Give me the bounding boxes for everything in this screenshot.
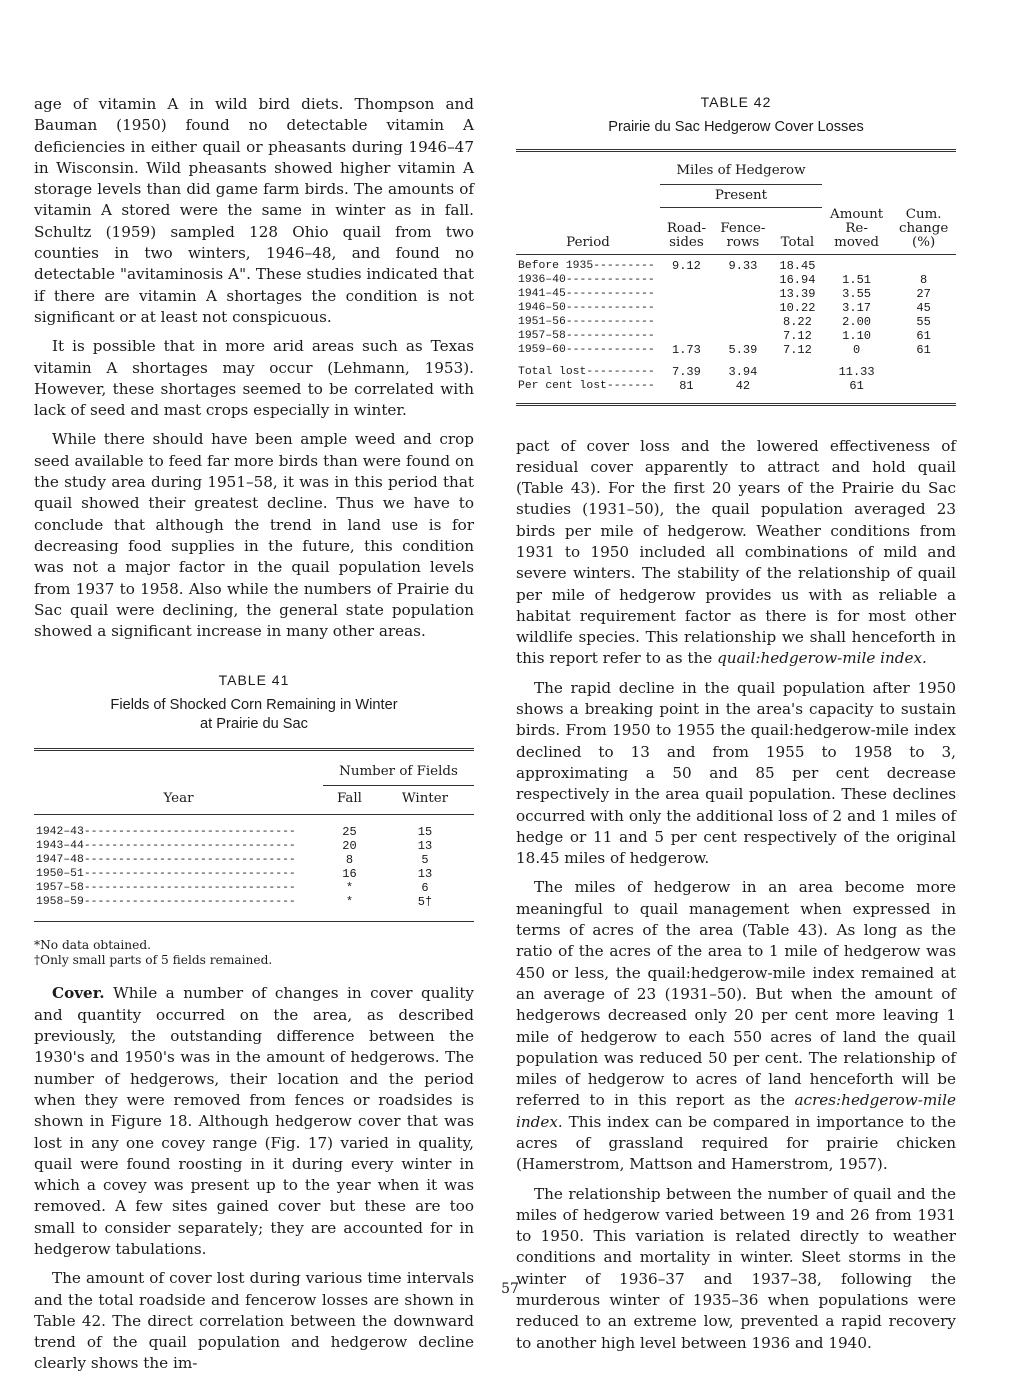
table-41-number: TABLE 41	[218, 672, 290, 689]
table-41-row	[34, 881, 474, 895]
table-41-year-cell: 1947–48-------------------------------	[36, 854, 296, 867]
table-42-fence-cell	[713, 287, 773, 301]
table-41-winter-cell: 5	[421, 853, 429, 868]
table-41-year-cell: 1950–51-------------------------------	[36, 868, 296, 881]
table-42-total-cell: 7.12	[783, 342, 812, 357]
table-41	[34, 672, 474, 967]
table-42-row	[516, 287, 956, 301]
cover-run-in-heading: Cover.	[52, 984, 105, 1003]
table-42-title: Prairie du Sac Hedgerow Cover Losses	[608, 119, 864, 135]
table-42-fence-cell: 5.39	[728, 342, 758, 357]
table-42-total-cell	[773, 365, 822, 379]
table-42-total-cell: 10.22	[779, 300, 816, 315]
table-42-period-cell: Per cent lost-------	[518, 379, 655, 392]
table-41-fall-cell: 20	[342, 839, 357, 854]
table-42-removed-cell: 1.51	[842, 272, 871, 287]
table-42-period-cell: 1959–60-------------	[518, 343, 655, 356]
acres-hedgerow-mile-index-term: acres:hedgerow-mile index.	[516, 1091, 956, 1131]
table-42-cum-cell	[891, 365, 956, 379]
table-42-cum-cell: 61	[916, 342, 931, 357]
table-41-winter-cell: 15	[417, 825, 433, 840]
table-42-col-amount-removed: Amount Re- moved	[822, 208, 891, 255]
table-42-col-period: Period	[516, 208, 660, 255]
table-42-total-cell: 13.39	[779, 286, 816, 301]
table-42-cum-cell: 45	[916, 300, 931, 315]
table-41-row	[34, 815, 474, 840]
table-41-col-fall: Fall	[323, 786, 376, 815]
table-41-row	[34, 867, 474, 881]
table-42-row	[516, 343, 956, 357]
table-42-removed-cell	[822, 254, 891, 273]
table-42-col-fencerows: Fence- rows	[713, 208, 773, 255]
table-41-notes	[34, 938, 474, 967]
table-41-note-2: †Only small parts of 5 fields remained.	[34, 952, 273, 967]
table-42-fence-cell	[713, 315, 773, 329]
table-42-percent-row	[516, 379, 956, 393]
acres-text-tail: This index can be compared in importance to the acres of grassland required for prairie chicken (Hamerstrom, Mattson and Hamerstrom, 1957).	[516, 1112, 956, 1174]
table-41-col-year: Year	[34, 786, 323, 815]
table-42-road-cell	[660, 329, 713, 343]
table-41-fall-cell: *	[345, 895, 354, 910]
table-42-road-cell: 1.73	[672, 342, 701, 357]
table-42-total-cell: 16.94	[779, 272, 816, 287]
table-42-period-cell: 1946–50-------------	[518, 301, 655, 314]
table-42-col-cum-change: Cum. change (%)	[891, 208, 956, 255]
table-42-total-cell: 7.12	[783, 328, 812, 343]
table-42-cum-cell	[891, 254, 956, 273]
table-42-period-cell: 1951–56-------------	[518, 315, 655, 328]
table-42-total-row	[516, 365, 956, 379]
paragraph-vitamin-a-studies: age of vitamin A in wild bird diets. Thompson and Bauman (1950) found no detectable vitamin A deficiencies in either quail or pheasants during 1946–47 in Wisconsin. Wild pheasants showed higher vitamin A storage levels than did game farm birds. The amounts of vitamin A stored were the same in winter as in fall. Schultz (1959) sampled 128 Ohio quail from two counties in two winters, 1946–48, and found no detectable "avitaminosis A". These studies indicated that if there are vitamin A shortages the condition is not significant or at least not conspicuous.	[34, 95, 474, 326]
cover-text: While a number of changes in cover quality and quantity occurred on the area, as described previously, the outstanding difference between the 1930's and 1950's was in the amount of hedgerows. The number of hedgerows, their location and the period when they were removed from fences or roadsides is shown in Figure 18. Although hedgerow cover that was lost in any one covey range (Fig. 17) varied in quality, quail were found roosting in it during every winter in which a covey was present up to the year when it was removed. A few sites gained cover but these are too small to consider separately; they are accounted for in hedgerow tabulations.	[34, 984, 474, 1258]
table-42-road-cell	[660, 315, 713, 329]
paragraph-food-supplies: While there should have been ample weed and crop seed available to feed far more birds than were found on the study area during 1951–58, it was in this period that quail showed their greatest decline. Thus we have to conclude that although the trend in land use is for decreasing food supplies in the future, this condition was not a major factor in the quail population levels from 1937 to 1958. Also while the numbers of Prairie du Sac quail were declining, the general state population showed a significant increase in many other areas.	[34, 430, 474, 641]
table-41-winter-cell: 5†	[417, 895, 433, 910]
table-42-cum-cell	[891, 379, 956, 393]
table-41-row	[34, 839, 474, 853]
table-41-year-cell: 1943–44-------------------------------	[36, 840, 296, 853]
table-42-removed-cell: 61	[849, 378, 864, 393]
table-42	[516, 94, 956, 406]
table-41-group-header: Number of Fields	[323, 750, 474, 786]
table-42-cum-cell: 55	[916, 314, 931, 329]
left-column	[34, 94, 474, 1383]
table-41-note-1: *No data obtained.	[34, 938, 152, 953]
table-41-year-cell: 1958–59-------------------------------	[36, 896, 296, 909]
table-42-period-cell: 1936–40-------------	[518, 273, 655, 286]
table-42-total-cell	[773, 379, 822, 393]
table-41-col-winter: Winter	[376, 786, 474, 815]
table-42-road-cell: 81	[679, 378, 694, 393]
table-42-col-total: Total	[773, 208, 822, 255]
table-42-fence-cell: 9.33	[728, 258, 758, 273]
table-42-fence-cell	[713, 301, 773, 315]
table-42-period-cell: 1957–58-------------	[518, 329, 655, 342]
table-42-row	[516, 254, 956, 273]
table-41-title-line1: Fields of Shocked Corn Remaining in Winter	[110, 697, 398, 714]
table-42-cum-cell: 8	[920, 272, 928, 287]
table-42-group-header: Miles of Hedgerow	[660, 151, 822, 185]
paragraph-impact-cover-loss	[516, 436, 956, 670]
table-41-fall-cell: 16	[342, 867, 357, 882]
paragraph-quail-miles-relationship: The relationship between the number of quail and the miles of hedgerow varied between 19 and 26 from 1931 to 1950. This variation is related directly to weather conditions and mortality in winter. Sleet storms in the winter of 1936–37 and 1937–38, following the murderous winter of 1935–36 when populations were reduced to an extreme low, prevented a rapid recovery to another high level between 1936 and 1940.	[516, 1184, 956, 1352]
table-42-period-cell: Total lost----------	[518, 365, 655, 378]
paragraph-cover	[34, 983, 474, 1260]
table-42-removed-cell: 2.00	[842, 314, 871, 329]
table-41-winter-cell: 13	[417, 867, 433, 882]
table-42-removed-cell: 3.55	[842, 286, 871, 301]
table-41-title-line2: at Prairie du Sac	[200, 716, 308, 733]
table-41-winter-cell: 13	[417, 839, 433, 854]
table-42-fence-cell	[713, 273, 773, 287]
table-42-removed-cell: 3.17	[842, 300, 871, 315]
table-41-year-cell: 1957–58-------------------------------	[36, 882, 296, 895]
table-42-road-cell	[660, 287, 713, 301]
table-42-period-cell: 1941–45-------------	[518, 287, 655, 300]
table-42-fence-cell: 3.94	[728, 364, 758, 379]
table-42-road-cell	[660, 301, 713, 315]
table-42-fence-cell	[713, 329, 773, 343]
right-column	[516, 94, 956, 1362]
table-42-total-cell: 8.22	[783, 314, 812, 329]
table-42-number: TABLE 42	[700, 94, 772, 110]
table-41-row	[34, 853, 474, 867]
table-41-fall-cell: *	[345, 881, 354, 896]
impact-text: pact of cover loss and the lowered effectiveness of residual cover apparently to attract and hold quail (Table 43). For the first 20 years of the Prairie du Sac studies (1931–50), the quail population averaged 23 birds per mile of hedgerow. Weather conditions from 1931 to 1950 included all combinations of mild and severe winters. The stability of the relationship of quail per mile of hedgerow provides us with as reliable a habitat requirement factor as there is for most other wildlife species. This relationship we shall henceforth in this report refer to as the	[516, 436, 956, 668]
paragraph-acres-hedgerow	[516, 877, 956, 1175]
table-41-fall-cell: 8	[345, 853, 354, 868]
table-41-row	[34, 895, 474, 909]
table-42-road-cell: 7.39	[672, 364, 701, 379]
table-42-grid	[516, 149, 956, 406]
paragraph-arid-areas: It is possible that in more arid areas such as Texas vitamin A shortages may occur (Lehmann, 1953). However, these shortages seemed to be correlated with lack of seed and mast crops especially in winter.	[34, 337, 474, 420]
table-42-removed-cell: 0	[852, 342, 861, 357]
table-42-fence-cell: 42	[735, 378, 751, 393]
table-42-removed-cell: 11.33	[838, 364, 875, 379]
quail-hedgerow-mile-index-term: quail:hedgerow-mile index.	[717, 649, 927, 668]
table-42-total-cell: 18.45	[779, 258, 816, 273]
paragraph-rapid-decline: The rapid decline in the quail population after 1950 shows a breaking point in the area's capacity to sustain birds. From 1950 to 1955 the quail:hedgerow-mile index declined to 13 and from 1955 to 1958 to 3, approximating a 50 and 85 per cent decrease respectively in the area quail population. These declines occurred with only the additional loss of 2 and 1 miles of hedge or 11 and 5 per cent respectively of the original 18.45 miles of hedgerow.	[516, 678, 956, 868]
table-41-year-cell: 1942–43-------------------------------	[36, 826, 296, 839]
table-42-road-cell: 9.12	[672, 258, 701, 273]
paragraph-cover-lost: The amount of cover lost during various time intervals and the total roadside and fencerow losses are shown in Table 42. The direct correlation between the downward trend of the quail population and hedgerow decline clearly shows the im-	[34, 1269, 474, 1373]
table-42-row	[516, 329, 956, 343]
table-42-row	[516, 315, 956, 329]
table-42-removed-cell: 1.10	[842, 328, 871, 343]
table-42-row	[516, 273, 956, 287]
table-42-period-cell: Before 1935---------	[518, 259, 655, 272]
table-42-cum-cell: 27	[916, 286, 931, 301]
table-41-winter-cell: 6	[421, 881, 429, 896]
table-42-col-roadsides: Road- sides	[660, 208, 713, 255]
page-number: 57	[501, 1281, 519, 1297]
acres-text: The miles of hedgerow in an area become more meaningful to quail management when expressed in terms of acres of the area (Table 43). As long as the ratio of the acres of the area to 1 mile of hedgerow was 450 or less, the quail:hedgerow-mile index remained at an average of 23 (1931–50). But when the amount of hedgerows decreased only 20 per cent more leaving 1 mile of hedgerow to each 550 acres of land the quail population was reduced 50 per cent. The relationship of miles of hedgerow to acres of land henceforth will be referred to in this report as the	[516, 878, 956, 1110]
table-42-sub-header: Present	[660, 185, 822, 208]
table-41-fall-cell: 25	[342, 825, 357, 840]
table-42-cum-cell: 61	[916, 328, 931, 343]
table-42-road-cell	[660, 273, 713, 287]
table-41-grid	[34, 748, 474, 922]
table-42-row	[516, 301, 956, 315]
